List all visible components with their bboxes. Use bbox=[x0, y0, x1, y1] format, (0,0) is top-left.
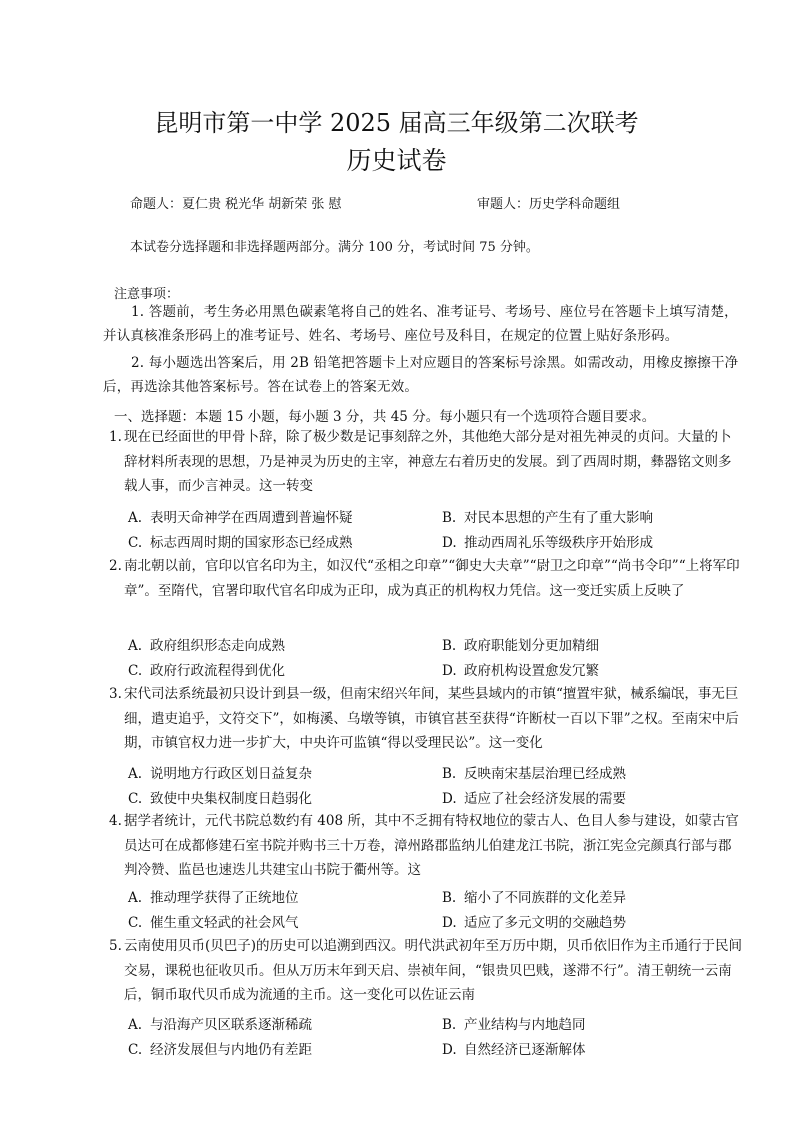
notice-heading: 注意事项： bbox=[114, 287, 180, 302]
option-text: 缩小了不同族群的文化差异 bbox=[464, 890, 626, 906]
option-a[interactable] bbox=[128, 506, 353, 526]
option-label: A. bbox=[128, 890, 143, 906]
question-number: 4. bbox=[109, 813, 122, 829]
exam-intro: 本试卷分选择题和非选择题两部分。满分 100 分，考试时间 75 分钟。 bbox=[130, 240, 539, 255]
option-d[interactable] bbox=[442, 787, 626, 807]
question-number: 2. bbox=[109, 558, 122, 574]
option-c[interactable] bbox=[128, 531, 353, 551]
option-text: 推动理学获得了正统地位 bbox=[150, 890, 299, 906]
option-text: 适应了社会经济发展的需要 bbox=[464, 791, 626, 807]
option-b[interactable] bbox=[442, 886, 626, 906]
option-c[interactable] bbox=[128, 911, 299, 931]
option-text: 标志西周时期的国家形态已经成熟 bbox=[150, 535, 353, 551]
option-label: B. bbox=[442, 890, 457, 906]
option-a[interactable] bbox=[128, 1013, 312, 1033]
option-label: D. bbox=[442, 663, 457, 679]
option-text: 说明地方行政区划日益复杂 bbox=[150, 766, 312, 782]
option-a[interactable] bbox=[128, 634, 285, 654]
option-text: 致使中央集权制度日趋弱化 bbox=[150, 791, 312, 807]
option-label: D. bbox=[442, 791, 457, 807]
option-text: 反映南宋基层治理已经成熟 bbox=[464, 766, 626, 782]
option-text: 政府机构设置愈发冗繁 bbox=[464, 663, 599, 679]
option-label: A. bbox=[128, 766, 143, 782]
option-label: C. bbox=[128, 915, 143, 931]
option-d[interactable] bbox=[442, 911, 626, 931]
option-b[interactable] bbox=[442, 762, 626, 782]
question-number: 3. bbox=[109, 686, 122, 702]
option-label: C. bbox=[128, 1042, 143, 1058]
option-text: 自然经济已逐渐解体 bbox=[464, 1042, 586, 1058]
option-label: D. bbox=[442, 535, 457, 551]
option-c[interactable] bbox=[128, 1038, 312, 1058]
option-label: C. bbox=[128, 663, 143, 679]
option-d[interactable] bbox=[442, 1038, 586, 1058]
option-label: C. bbox=[128, 791, 143, 807]
option-text: 推动西周礼乐等级秩序开始形成 bbox=[464, 535, 653, 551]
question-text: 宋代司法系统最初只设计到县一级，但南宋绍兴年间，某些县域内的市镇“擅置牢狱，械系编氓，事无巨细，遣吏追乎，文符交下”，如梅溪、乌墩等镇，市镇官甚至获得“许断杖一百以下罪”之权。至南宋中后期，市镇官权力进一步扩大，中央许可监镇“得以受理民讼”。这一变化 bbox=[124, 686, 739, 751]
option-label: D. bbox=[442, 1042, 457, 1058]
option-text: 表明天命神学在西周遭到普遍怀疑 bbox=[150, 510, 353, 526]
authors: 命题人：夏仁贵 税光华 胡新荣 张 慰 bbox=[130, 197, 342, 212]
option-b[interactable] bbox=[442, 1013, 586, 1033]
notice-item-2: 2. 每小题选出答案后，用 2B 铅笔把答题卡上对应题目的答案标号涂黑。如需改动，用橡皮擦擦干净后，再选涂其他答案标号。答在试卷上的答案无效。 bbox=[103, 355, 739, 395]
option-text: 政府组织形态走向成熟 bbox=[150, 638, 285, 654]
reviewer: 审题人：历史学科命题组 bbox=[477, 197, 621, 212]
option-label: D. bbox=[442, 915, 457, 931]
option-label: A. bbox=[128, 510, 143, 526]
question-number: 5. bbox=[109, 938, 122, 954]
option-text: 产业结构与内地趋同 bbox=[464, 1017, 586, 1033]
option-c[interactable] bbox=[128, 787, 312, 807]
option-label: A. bbox=[128, 1017, 143, 1033]
notice-item-1: 1. 答题前，考生务必用黑色碳素笔将自己的姓名、准考证号、考场号、座位号在答题卡上填写清楚，并认真核准条形码上的准考证号、姓名、考场号、座位号及科目，在规定的位置上贴好条形码。 bbox=[103, 304, 738, 344]
option-text: 对民本思想的产生有了重大影响 bbox=[464, 510, 653, 526]
option-label: B. bbox=[442, 766, 457, 782]
question-number: 1. bbox=[109, 429, 122, 445]
option-text: 催生重文轻武的社会风气 bbox=[150, 915, 299, 931]
option-label: A. bbox=[128, 638, 143, 654]
option-text: 政府行政流程得到优化 bbox=[150, 663, 285, 679]
option-c[interactable] bbox=[128, 659, 285, 679]
question-text: 据学者统计，元代书院总数约有 408 所，其中不乏拥有特权地位的蒙古人、色目人参与建设，如蒙古官员达可在成都修建石室书院并购书三十万卷，漳州路郡监纳儿伯建龙江书院，浙江宪佥完颜真行部与郡判冷赞、监邑也速迭儿共建宝山书院于衢州等。这 bbox=[124, 813, 739, 878]
section-heading: 一、选择题：本题 15 小题，每小题 3 分，共 45 分。每小题只有一个选项符合题目要求。 bbox=[114, 409, 656, 425]
question-text: 南北朝以前，官印以官名印为主，如汉代“丞相之印章”“御史大夫章”“尉卫之印章”“尚书令印”“上将军印章”。至隋代，官署印取代官名印成为正印，成为真正的机构权力凭信。这一变迁实质上反映了 bbox=[124, 558, 740, 599]
subject-title: 历史试卷 bbox=[346, 146, 447, 175]
option-text: 与沿海产贝区联系逐渐稀疏 bbox=[150, 1017, 312, 1033]
option-text: 政府职能划分更加精细 bbox=[464, 638, 599, 654]
option-text: 适应了多元文明的交融趋势 bbox=[464, 915, 626, 931]
option-label: C. bbox=[128, 535, 143, 551]
option-d[interactable] bbox=[442, 531, 653, 551]
exam-title: 昆明市第一中学 2025 届高三年级第二次联考 bbox=[154, 109, 639, 137]
option-a[interactable] bbox=[128, 886, 299, 906]
option-label: B. bbox=[442, 510, 457, 526]
option-label: B. bbox=[442, 1017, 457, 1033]
option-text: 经济发展但与内地仍有差距 bbox=[150, 1042, 312, 1058]
option-a[interactable] bbox=[128, 762, 312, 782]
question-text: 现在已经面世的甲骨卜辞，除了极少数是记事刻辞之外，其他绝大部分是对祖先神灵的贞问。大量的卜辞材料所表现的思想，乃是神灵为历史的主宰，神意左右着历史的发展。到了西周时期，彝器铭文则多载人事，而少言神灵。这一转变 bbox=[124, 429, 732, 494]
option-d[interactable] bbox=[442, 659, 599, 679]
option-label: B. bbox=[442, 638, 457, 654]
question-text: 云南使用贝币(贝巴子)的历史可以追溯到西汉。明代洪武初年至万历中期，贝币依旧作为主币通行于民间交易，课税也征收贝币。但从万历末年到天启、崇祯年间，“银贵贝巴贱，遂滞不行”。清王朝统一云南后，铜币取代贝币成为流通的主币。这一变化可以佐证云南 bbox=[124, 938, 743, 1003]
option-b[interactable] bbox=[442, 634, 599, 654]
option-b[interactable] bbox=[442, 506, 653, 526]
